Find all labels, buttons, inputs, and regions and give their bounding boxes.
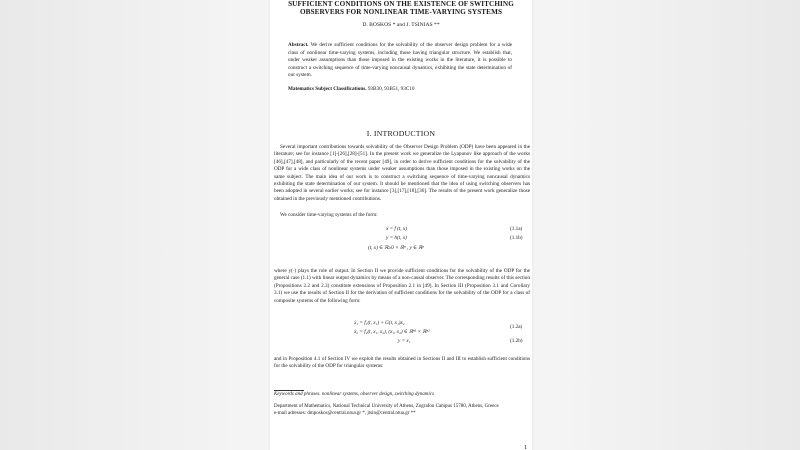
abstract — [288, 42, 512, 80]
equation-1-2a-line-1: ẋ₁ = f₁(t, x₁) + G(t, x₁)x₂ — [354, 320, 405, 326]
equation-1-2b: y = x₁ — [398, 338, 411, 344]
final-paragraph: and in Proposition 4.1 of Section IV we exploit the results obtained in Sections II and III to establish sufficient conditions for the solvability of the ODP for triangular systems: — [274, 356, 530, 370]
msc-label: Matematics Subject Classifications. — [288, 86, 367, 92]
equation-1-2a-line-2: ẋ₂ = f₂(t, x₁, x₂), (x₁, x₂) ∈ ℝⁿ¹ × ℝⁿ² — [354, 329, 430, 335]
paper-title-line-1: SUFFICIENT CONDITIONS ON THE EXISTENCE OF SWITCHING — [288, 0, 514, 8]
abstract-text: We derive sufficient conditions for the solvability of the observer design problem for a wide class of nonlinear time-varying systems, including those having triangular structure. We establish that, under weaker assumptions than those imposed in the existing works in the literature, it is possible to construct a switching sequence of time-varying noncausal dynamics, exhibiting the state determination of our system. — [288, 42, 512, 79]
subject-classifications — [288, 86, 512, 92]
consider-text: We consider time-varying systems of the form: — [280, 212, 378, 218]
footnote-rule — [274, 390, 304, 391]
paper-title — [270, 0, 532, 16]
document-page — [270, 0, 532, 450]
where-paragraph: where y(·) plays the role of output. In Section II we provide sufficient conditions for the solvability of the ODP for the general case (1.1) with linear output dynamics by means of a non-causal observer. The corresponding results of this section (Propositions 2.2 and 2.3) constitute extensions of Proposition 2.1 in [49]. In Section III (Proposition 3.1 and Corollary 3.1) we use the results of Section II for the derivation of sufficient conditions for the solvability of the ODP for a class of composite systems of the following form: — [274, 268, 530, 304]
msc-value: 93B30, 93B51, 93C10 — [367, 86, 415, 92]
equation-number-1-1b: (1.1b) — [510, 235, 523, 241]
equation-number-1-1a: (1.1a) — [510, 226, 523, 232]
equation-number-1-2a: (1.2a) — [510, 324, 523, 330]
section-heading: I. INTRODUCTION — [366, 129, 436, 138]
affiliation-footnote: Department of Mathematics, National Technical University of Athens, Zografou Campus 15780, Athens, Greece — [274, 404, 499, 409]
equation-1-1b: y = h(t, x) — [386, 235, 407, 241]
authors: D. BOSKOS * and J. TSINIAS ** — [362, 22, 440, 28]
abstract-label: Abstract. — [288, 42, 309, 48]
page-number: 1 — [524, 444, 528, 450]
intro-paragraph: Several important contributions towards solvability of the Observer Design Problem (ODP) have been appeared in the literature; see for instance [1]-[26],[28]-[51]. In the present work we generalize the Lyapunov like approach of the works [46],[47],[48], and particularly of the recent paper [49], in order to derive sufficient conditions for the solvability of the ODP for a wide class of nonlinear systems under weaker assumptions than those imposed in the existing works on the same subject. The main idea of our work is to construct a switching sequence of time-varying noncausal dynamics exhibiting the state determination of our system. It should be mentioned that the idea of using switching observers has been adopted in several earlier works; see for instance [3],[17],[18],[36]. The results of the present work generalize those obtained in the previously mentioned contributions. — [274, 144, 530, 202]
email-footnote: e-mail adresses: dmposkos@central.ntua.gr *, jtsin@central.ntua.gr ** — [274, 411, 416, 416]
equation-1-1a: ẋ = f (t, x) — [386, 226, 407, 232]
paper-title-line-2: OBSERVERS FOR NONLINEAR TIME-VARYING SYSTEMS — [299, 8, 503, 17]
equation-number-1-2b: (1.2b) — [510, 338, 523, 344]
keywords-footnote: Keywords and phrases. nonlinear systems, observer design, switching dynamics — [274, 392, 434, 397]
equation-1-1-domain: (t, x) ∈ ℝ≥0 × ℝⁿ , y ∈ ℝᵖ — [368, 245, 424, 251]
